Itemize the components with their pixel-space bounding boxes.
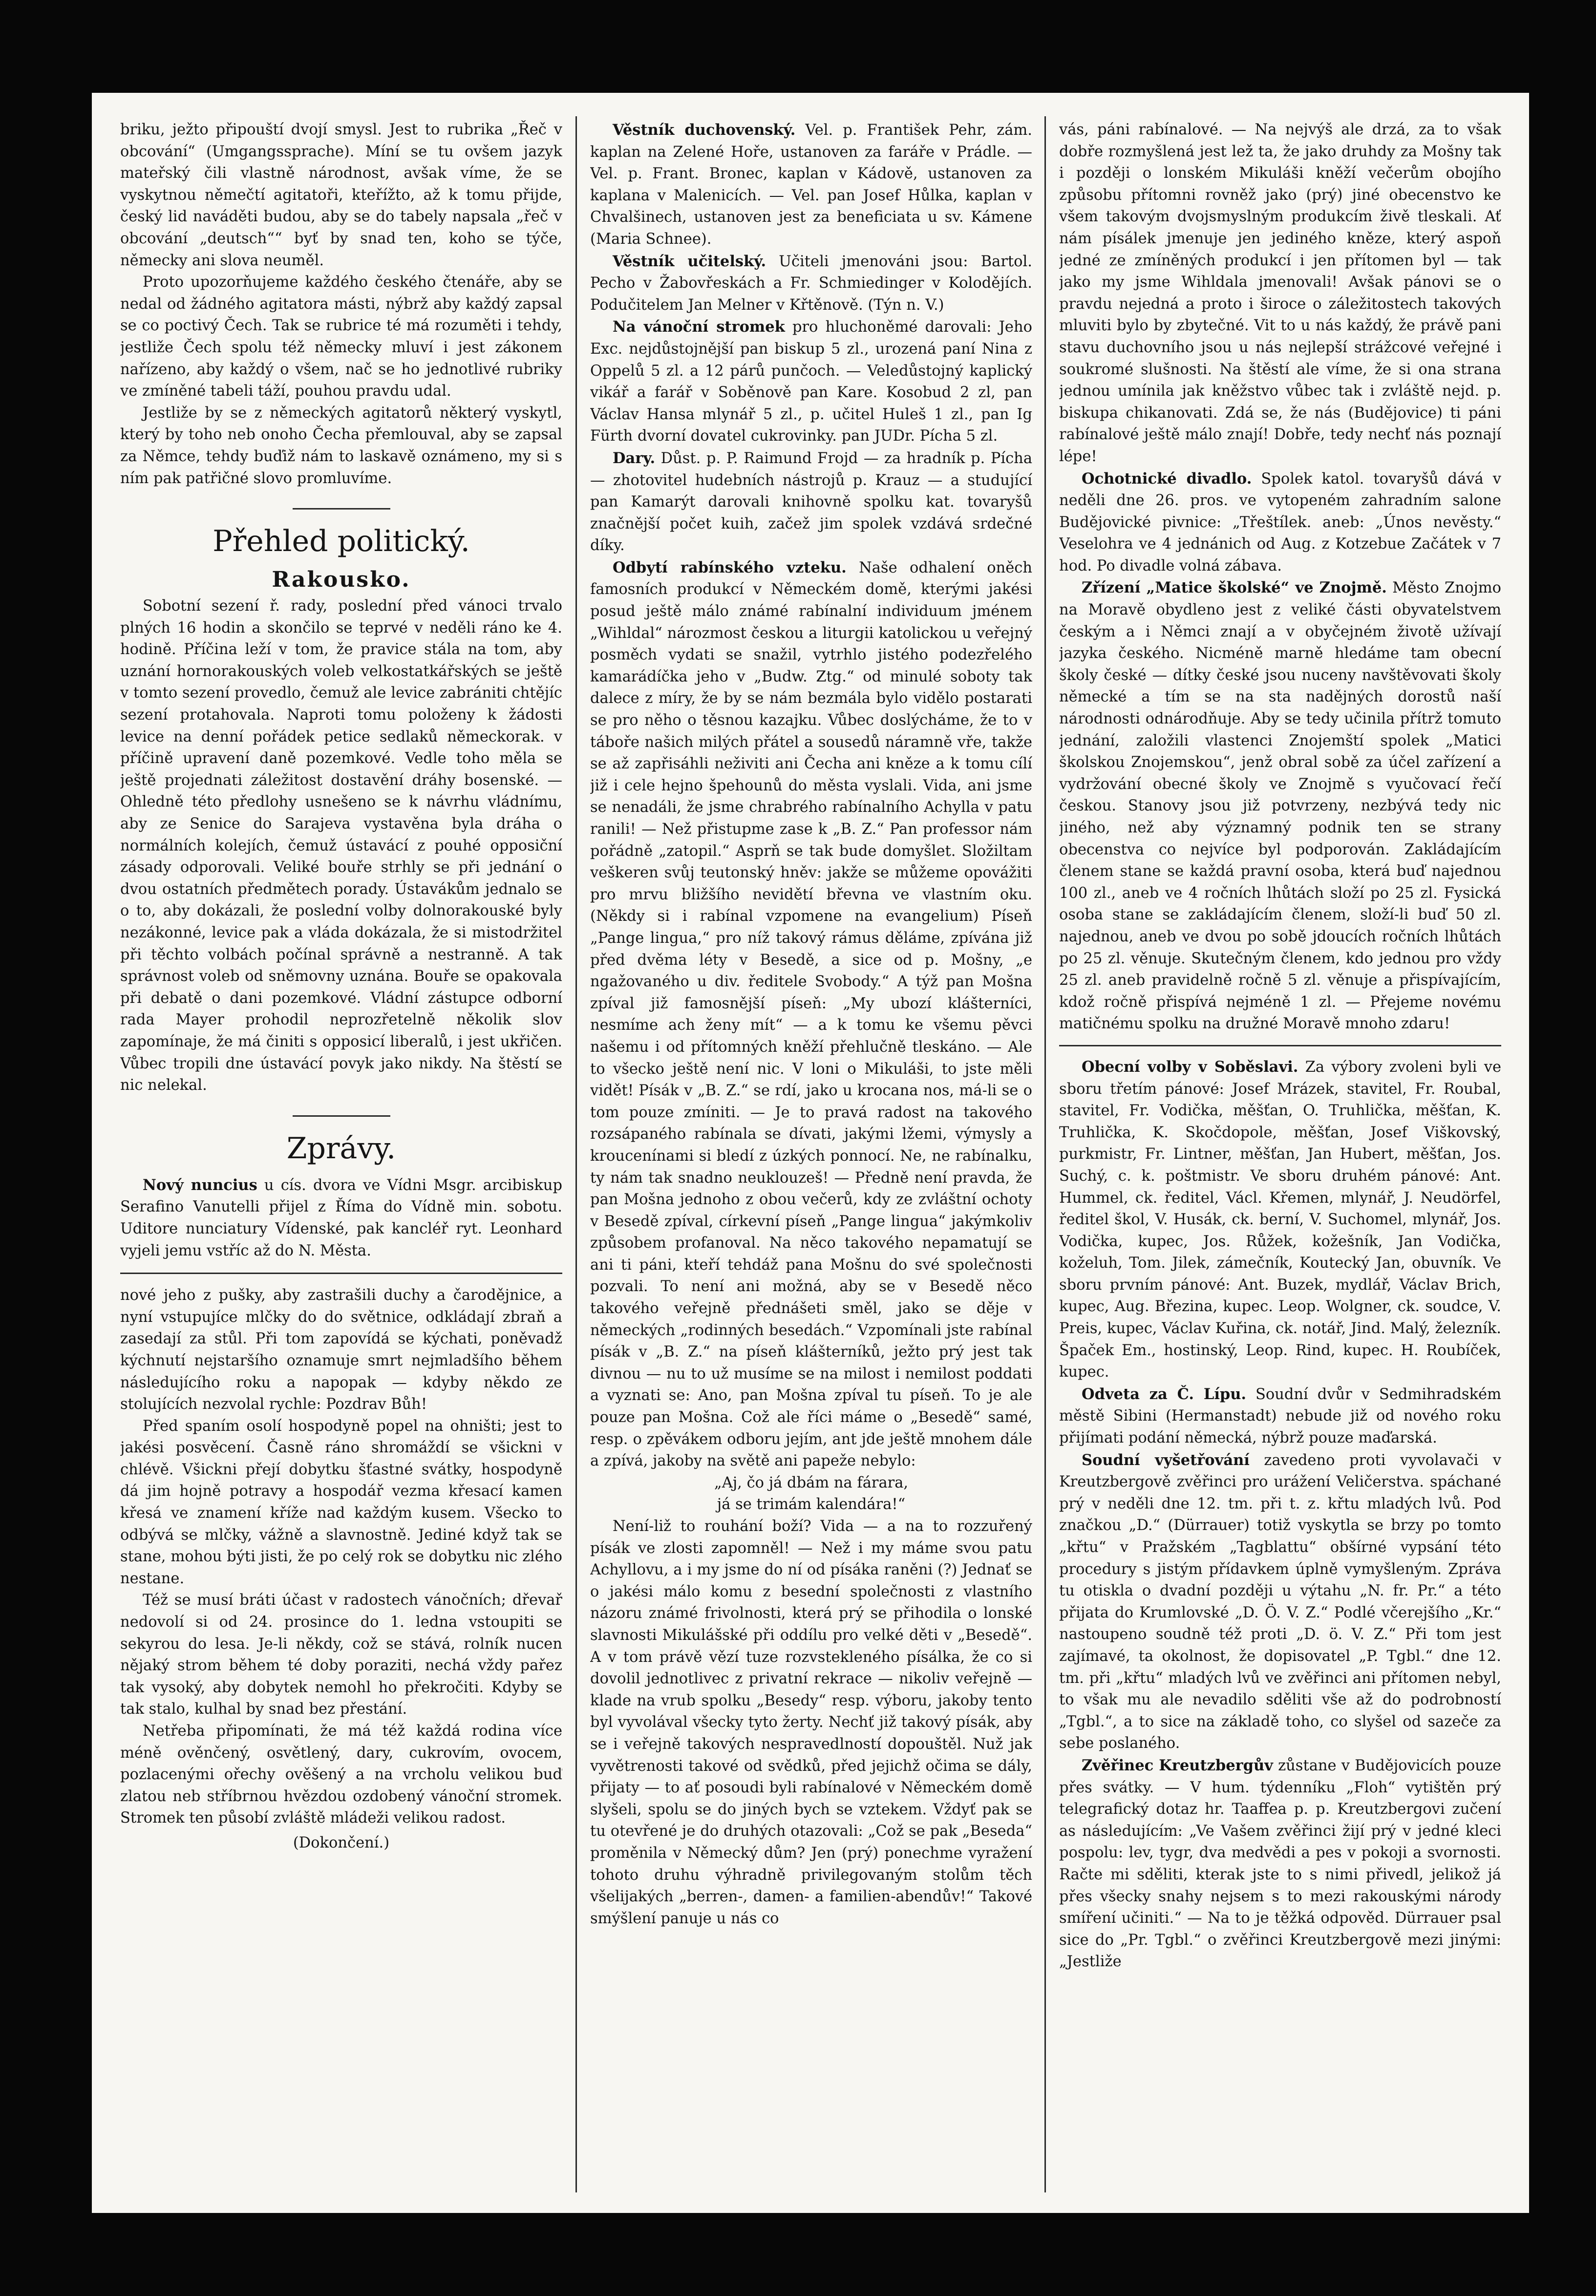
news-item-heading: Ochotnické divadlo. [1082,469,1252,488]
article-paragraph: Sobotní sezení ř. rady, poslední před vánoci trvalo plných 16 hodin a skončilo se teprvé v neděli ráno ke 4. hodině. Příčina leží v tom, že pravice stála na tom, aby uznání hornorakouských voleb velkostatkářských se ještě v tomto sezení provedlo, čemuž ale levice zabrániti chtějíc sezení protahovala. Naproti tomu položeny k žádosti levice na denní pořádek petice sedlaků německorak. v příčině upravení daně pozemkové. Vedle toho měla se ještě projednati záležitost dostavění dráhy bosenské. — Ohledně této předlohy usnešeno se k návrhu vládnímu, aby ze Senice do Sarajeva vystavěna byla dráha o normálních kolejích, čemuž ústavácí z pouhé opposiční zásady odporovali. Veliké bouře strhly se při jednání o dvou ostatních předmětech porady. Ústavákům jednalo se o to, aby dokázali, že poslední volby dolnorakouské byly nezákonné, levice pak a vláda dokázala, že si mistodržitel při těchto volbách počínal správně a nestranně. A tak správnost voleb od sněmovny uznána. Bouře se opakovala při debatě o dani pozemkové. Vládní zástupce odborní rada Mayer prohodil neprozřetelně několik slov zapomínaje, že má činiti s opposicí liberalů, i jest ukřičen. Vůbec tropili dne ústavácí povyk jako nikdy. Na štěstí se nic nelekal. [120,597,562,1094]
news-item-text: Naše odhalení oněch famosních produkcí v Německém domě, kterými jakési posud ještě málo známé rabínalní individuum jménem „Wihldal“ nározmost českou a liturgii katolickou u veřejný posměch vydati se snažil, vytrhlo jistého podezřelého kamarádíčka jeho v „Budw. Ztg.“ od minulé soboty tak dalece z míry, že by se nám bezmála bylo vidělo postarati se pro něho o těsnou kazajku. Vůbec doslýcháme, že to v táboře našich milých přátel a sousedů náramně vře, takže se až zapřisáhli neživiti ani Čecha ani kněze a k tomu cílí již i cele hejno špehounů do města vyslali. Vida, ani jsme se nenadáli, že jsme chrabrého rabínalního Achylla v patu ranili! — Než přistupme zase k „B. Z.“ Pan professor nám pořádně „zatopil.“ Asprň se tak bude domyšlet. Složiltam veškeren svůj teutonský hněv: jakže se můžeme opovážiti pro mrvu bližšího nevidětí břevna ve vlastním oku. (Někdy si i rabínal vzpomene na evangelium) Píseň „Pange lingua,“ pro níž takový rámus děláme, zpívána již před dvěma léty v Besedě, a sice od p. Mošny, „e ngažovaného u div. ředitele Svobody.“ A týž pan Mošna zpíval již famosnější píseň: „My ubozí klášterníci, nesmíme ach ženy mít“ — a k tomu ke všemu pěvci našemu i od přítomných kněží přehlučně tleskáno. — Ale to všecko ještě není nic. V loni o Mikuláši, to jste měli vidět! Písák v „B. Z.“ se rdí, jako u krocana nos, má-li se o tom pouze zmíniti. — Je to pravá radost na takového rozsápaného rabínala se dívati, jakými lžemi, výmysly a kroucenínami si bledí z úzkých ponnocí. Ne, ne rabínalku, ty nám tak snadno neuklouzeš! — Předně není pravda, že pan Mošna jednoho z obou večerů, kdy ze zvláštní ochoty v Besedě zpíval, církevní píseň „Pange lingua“ jakýmkoliv způsobem profanoval. Na něco takového nepamatují se ani ti páni, kteří tehdáž pana Mošnu do své společnosti pozvali. To není ani možná, aby se v Besedě něco takového veřejně přednášeti směl, jako se děje v německých „rodinných besedách.“ Vzpomínali jste rabínal písák v „B. Z.“ na píseň klášterníků, ježto prý jest tak divnou — nu to už musíme se na milost i nemilost poddati a vyznati se: Ano, pan Mošna zpíval tu píseň. To je ale pouze pan Mošna. Což ale říci máme o „Besedě“ samé, resp. o zpěvákem odboru jejím, ant jde ještě mnohem dále a zpívá, jakoby na světě ani papeže nebylo: [590,559,1032,1470]
feuilleton-paragraph: Před spaním osolí hospodyně popel na ohništi; jest to jakési posvěcení. Časně ráno shromáždí se všickni v chlévě. Všickni přejí dobytku šťastné svátky, hospodyně dá jim hojně potravy a hospodář vezma křesací kamen křesá ve znamení kříže nad každým kusem. Všecko to odbývá se mlčky, vážně a slavnostně. Jediné když tak se stane, mohou býti jisti, že po celý rok se dobytku nic zlého nestane. [120,1417,562,1587]
news-item [1059,577,1501,1035]
news-item-text: Vel. p. František Pehr, zám. kaplan na Zelené Hoře, ustanoven za faráře v Prádle. — Vel. p. Frant. Bronec, kaplan v Kádově, ustanoven za kaplana v Malenicích. — Vel. pan Josef Hůlka, kaplan v Chvalšinech, ustanoven jest za beneficiata u sv. Kámene (Maria Schnee). [590,122,1032,248]
news-item [1059,1449,1501,1755]
news-item-heading: Odveta za Č. Lípu. [1082,1385,1247,1403]
column-2 [590,119,1032,2186]
newspaper-page [92,93,1529,2213]
subsection-heading-austria: Rakousko. [272,567,411,593]
news-item-text: zůstane v Budějovicích pouze přes svátky. — V hum. týdenníku „Floh“ vytištěn prý telegrafický dotaz hr. Taaffea p. p. Kreutzbergovi zučení as následujícím: „Ve Vašem zvěřinci žijí prý v jedné kleci pospolu: lev, tygr, dva medvědi a pes v pokoji a svornosti. Račte mi sděliti, kterak jste to s nimi přivedl, jelikož já přes všecky snahy nejsem s to mezi rakouskými národy smíření učiniti.“ — Na to je těžká odpověd. Dürrauer psal sice do „Pr. Tgbl.“ o zvěřinci Kreutzbergově mezi jinými: „Jestliže [1059,1757,1501,1971]
column-3 [1059,119,1501,2186]
section-divider [293,508,390,510]
feuilleton-paragraph: nové jeho z pušky, aby zastrašili duchy a čarodějnice, a nyní vstupujíce mlčky do do světnice, odkládají zbraň a zasedají za stůl. Při tom zapovídá se kýchati, poněvadž kýchnutí nejstaršího oznamuje smrt nejmladšího během následujícího roku a napopak — kdyby někdo ze stolujících nezvolal rychle: Pozdrav Bůh! [120,1287,562,1413]
news-item-text: pro hluchoněmé darovali: Jeho Exc. nejdůstojnější pan biskup 5 zl., urozená paní Nina z Oppelů 5 zl. a 12 párů punčoch. — Veledůstojný kaplický vikář a farář v Soběnově pan Kare. Kosobud 2 zl, pan Václav Hansa mlynář 5 zl., p. učitel Huleš 1 zl., pan Ig Fürth dvorní dovatel cukrovinky. pan JUDr. Pícha 5 zl. [590,319,1032,445]
article-paragraph: Proto upozorňujeme každého českého čtenáře, aby se nedal od žádného agitatora másti, nýbrž aby každý zapsal se co poctivý Čech. Tak se rubrice té má rozuměti i tehdy, jestliže Čech spolu též německy mluví i jest zákonem nařízeno, aby každý o všem, nač se ho jednotlivé rubriky ve zmíněné tabeli táží, pouhou pravdu udal. [120,274,562,400]
news-item-text: zavedeno proti vyvolavači v Kreutzbergově zvěřinci pro urážení Veličerstva. spáchané prý v neděli dne 12. tm. při t. z. křtu mladých lvů. Pod značkou „D.“ (Dürrauer) totiž vyskytla se brzy po tomto „křtu“ v Pražském „Tagblattu“ obšírné vypsání této procedury s jistým přídavkem úplně vymyšleným. Zpráva tu otiskla o dvadní později u výtahu „N. fr. Pr.“ a této přijata do Krumlovské „D. Ö. V. Z.“ Podlé včerejšího „Kr.“ nastoupeno soudně též proti „D. ö. V. Z.“ Při tom jest zajímavé, ta okolnost, že dopisovatel „P. Tgbl.“ dne 12. tm. při „křtu“ mladých lvů ve zvěřinci ani přítomen nebyl, to však mu ale nevadilo sděliti vše až do podrobností „Tgbl.“, a to sice na základě toho, co slyšel od sazeče za sebe poslaného. [1059,1451,1501,1752]
news-item-text: Soudní dvůr v Sedmihradském městě Sibini (Hermanstadt) nebude již od nového roku přijímati podání německá, nýbrž pouze maďarská. [1059,1385,1501,1447]
verse-line: já se trimám kalendára!“ [717,1496,906,1513]
news-item [590,557,1032,1472]
news-item-heading: Věstník učitelský. [613,252,766,270]
verse-line: „Aj, čo já dbám na fárara, [714,1474,909,1491]
news-item-text: Město Znojmo na Moravě obydleno jest z veliké části obyvatelstvem českým a i Němci znají a v obyčejném životě užívají jazyka českého. Nicméně marně hledáme tam obecní školy české — dítky české jsou nuceny navštěvovati školy německé a tím se na sta nadějných dorostů naší národnosti odnárodňuje. Aby se tedy učinila přítrž tomuto jednání, založili vlastenci Znojemští spolek „Matici školskou Znojemskou“, jenž obral sobě za účel zařízení a vydržování obecné školy ve Znojmě s vyučovací řečí českou. Stanovy jsou již potvrzeny, nezbývá tedy nic jiného, než aby významný podnik ten se strany obecenstva co nejvíce byl podporován. Zakládajícím členem stane se každá pravní osoba, která buď najednou 100 zl., aneb ve 4 ročních lhůtách složí po 25 zl. Fysická osoba stane se zakládajícím členem, složí-li buď 50 zl. najednou, aneb ve dvou po sobě jdoucích ročních lhůtách po 25 zl. věnuje. Skutečným členem, kdo jednou pro vždy 25 zl. aneb pravidelně ročně 5 zl. věnuje a přispívajícím, kdož ročně přispívá nejméně 1 zl. — Přejeme novému matičnému spolku na družné Moravě mnoho zdaru! [1059,579,1501,1033]
article-paragraph: Jestliže by se z německých agitatorů některý vyskytl, který by toho neb onoho Čecha přemlouval, aby se zapsal za Němce, tehdy buďiž nám to laskavě oznámeno, my si s ním pak patřičné slovo promluvíme. [120,404,562,487]
feuilleton-paragraph: Též se musí bráti účast v radostech vánočních; dřevař nedovolí si od 24. prosince do 1. ledna vstoupiti se sekyrou do lesa. Je-li někdy, což se stává, rolník nucen nějaký strom během té doby poraziti, nechá vždy pařez tak vysoký, aby dobytek nemohl ho překročiti. Kdyby se tak stalo, kulhal by snad bez přestání. [120,1592,562,1718]
news-item [1059,1056,1501,1383]
news-item [590,251,1032,317]
news-item-heading: Věstník duchovenský. [613,121,796,139]
news-item-text: Učiteli jmenováni jsou: Bartol. Pecho v Žabovřeskách a Fr. Schmiedinger v Kolodějích. Podučitelem Jan Melner v Křtěnově. (Týn n. V.) [590,253,1032,314]
news-item-heading: Zvěřinec Kreutzbergův [1082,1756,1273,1774]
news-item-text: Důst. p. P. Raimund Frojd — za hradník p. Pícha — zhotovitel hudebních nástrojů p. Krauz — a studující pan Kamarýt darovali knihovně spolku kat. tovaryšů značnější počet kuih, začež jim spolek vzdává srdečné díky. [590,449,1032,554]
column-divider [1044,116,1046,2192]
column-divider [575,116,577,2192]
quoted-verse [590,1472,1032,1516]
column-1 [120,119,562,2186]
news-item-heading: Odbytí rabínského vzteku. [613,558,847,576]
feuilleton-divider [120,1273,562,1274]
article-paragraph: briku, ježto připouští dvojí smysl. Jest to rubrika „Řeč v obcování“ (Umgangssprache). Míní se tu ovšem jazyk mateřský čili vlastně národnost, avšak víme, že se vyskytnou němečtí agitatoři, kteřížto, až k tomu přijde, český lid naváděti budou, aby se do tabely napsala „řeč v obcování „deutsch““ byť by snad ten, koho se týče, německy ani slova neuměl. [120,121,562,269]
news-item-text: Za výbory zvoleni byli ve sboru třetím pánové: Josef Mrázek, stavitel, Fr. Roubal, stavitel, Fr. Vodička, měšťan, O. Truhlička, měšťan, K. Truhlička, K. Skočdopole, měšťan, Josef Viškovský, purkmistr, Fr. Lintner, měšťan, Jan Hubert, měšťan, Jos. Suchý, c. k. poštmistr. Ve sboru druhém pánové: Ant. Hummel, ck. ředitel, Václ. Křemen, mlynář, J. Neudörfel, ředitel škol, V. Husák, ck. berní, V. Suchomel, mlynář, Jos. Vodička, kupec, Jos. Růžek, kožešník, Jan Vodička, koželuh, Tom. Jilek, zámečník, Koutecký Jan, obuvník. Ve sboru prvním pánové: Ant. Buzek, mydlář, Václav Brich, kupec, Aug. Březina, kupec. Leop. Wolgner, ck. soudce, V. Preis, kupec, Václav Kuřina, ck. notář, Jind. Malý, železník. Špaček Em., hostinský, Leop. Rind, kupec. H. Roubíček, kupec. [1059,1058,1501,1381]
feuilleton-paragraph: Netřeba připomínati, že má též každá rodina více méně ověnčený, osvětlený, dary, cukrovím, ovocem, pozlacenými ořechy ověšený a na vrcholu velikou buď zlatou neb stříbrnou hvězdou ozdobený vánoční stromek. Stromek ten působí zvláště mládeži velikou radost. [120,1722,562,1827]
news-item-heading: Obecní volby v Soběslavi. [1082,1058,1298,1076]
news-item-text: Spolek katol. tovaryšů dává v neděli dne 26. pros. ve vytopeném zahradním salone Budějovické pivnice: „Třeštílek. aneb: „Únos nevěsty.“ Veselohra ve 4 jednánich od Aug. z Kotzebue Začátek v 7 hod. Po divadle volná zábava. [1059,470,1501,574]
news-item [1059,1755,1501,1973]
news-item-heading: Dary. [613,449,656,467]
news-item [590,119,1032,251]
news-item-heading: Na vánoční stromek [613,318,785,336]
continuation-note: (Dokončení.) [293,1834,390,1851]
section-divider [293,1115,390,1117]
item-divider [1059,1045,1501,1046]
news-item [1059,1383,1501,1449]
article-paragraph: Není-liž to rouhání boží? Vida — a na to rozzuřený písák ve zlosti zapomněl! — Než i my máme svou patu Achyllovu, a i my jsme do ní od písáka raněni (?) Jednať se o jakési málo komu z besední společnosti z vlastního názoru známé frivolnosti, která prý se přihodila o lonské slavnosti Mikulášské při oddílu pro velké děti v „Besedě“. A v tom právě vězí tuze rozvstekleného písálka, že co si dovolil jednotlivec z privatní rekrace — nikoliv veřejně — klade na vrub spolku „Besedy“ resp. výboru, jakoby tento byl vyvolával všecky tyto žerty. Nechť již takový písák, aby se i veřejně takových nespravedlností dopouštěl. Nuž jak vyvětrenosti takové od svědků, před jejichž očima se dály, přijaty — to ať posoudi byli rabínalové v Německém domě slyšeli, spolu se do jiných bych se vztekem. Vždyť pak se tu otevřené je do druhých otazovali: „Což se pak „Beseda“ proměnila v Německý dům? Jen (prý) ponechme vyražení tohoto druhu výhradně privilegovaným stolům těch všelijakých „berren-, damen- a familien-abendův!“ Takové smýšlení panuje u nás co [590,1518,1032,1927]
news-item [590,447,1032,557]
news-item-heading: Nový nuncius [143,1176,257,1194]
section-heading-politics: Přehled politický. [213,524,470,559]
news-item [1059,468,1501,577]
news-item [120,1174,562,1262]
news-item [590,316,1032,447]
news-item-heading: Soudní vyšetřování [1082,1451,1250,1469]
section-heading-news: Zprávy. [286,1131,396,1166]
news-item-heading: Zřízení „Matice školské“ ve Znojmě. [1082,579,1387,597]
news-item-text: u cís. dvora ve Vídni Msgr. arcibiskup Serafino Vanutelli přijel z Říma do Vídně min. sobotu. Uditore nunciatury Vídenské, pak kancléř ryt. Leonhard vyjeli jemu vstříc až do N. Města. [120,1176,562,1259]
article-paragraph: vás, páni rabínalové. — Na nejvýš ale drzá, za to však dobře rozmyšlená jest lež ta, že jako druhdy za Mošny tak i později o lonském Mikuláši kněží večerům obojího způsobu přítomni rovněž jako (prý) jiné obecenstvo ke všem takovým dvojsmyslným produkcím živě tleskali. Ať nám písálek jmenuje jen jediného kněze, který aspoň jedné ze zmíněných produkcí i jen přítomen byl — tak jako my jsme Wihldala jmenovali! Avšak pánovi se o pravdu nejedná a proto i široce o záležitostech takových mluviti bylo by zbytečné. Vit to u nás každý, že právě pani stavu duchovního jsou u nás nejlepší strážcové veřejné i soukromé slušnosti. Na štěstí ale víme, že si ona strana jednou umínila jak kněžstvo vůbec tak i zvláště nejd. p. biskupa chikanovati. Zdá se, že nás (Budějovice) ti páni rabínalové ještě málo znají! Dobře, tedy nechť nás poznají lépe! [1059,121,1501,465]
